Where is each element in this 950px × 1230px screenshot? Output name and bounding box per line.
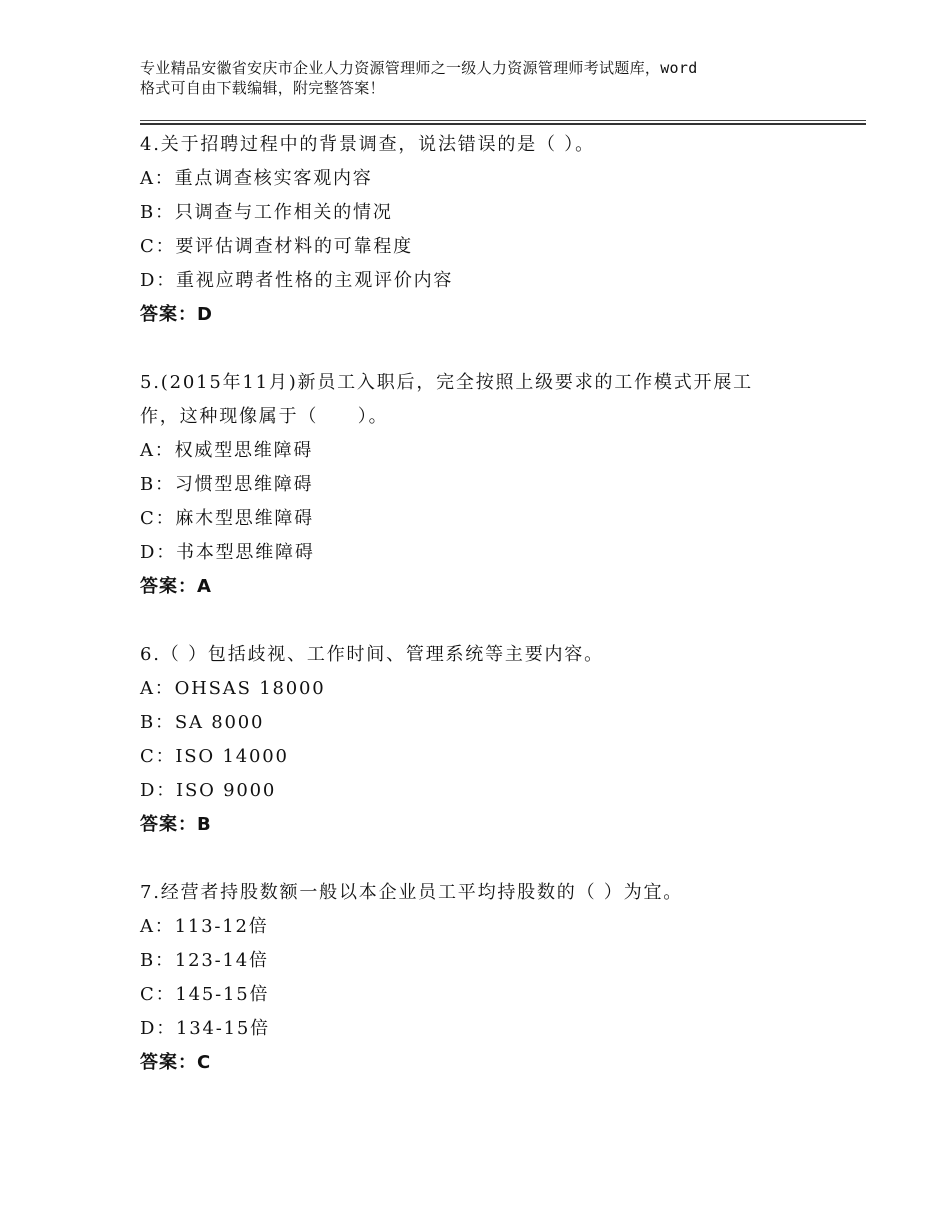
header-title-line-1: 专业精品安徽省安庆市企业人力资源管理师之一级人力资源管理师考试题库，word (140, 59, 698, 77)
option-a: A：重点调查核实客观内容 (140, 168, 373, 189)
question-5 (140, 366, 840, 604)
header-divider-thick (140, 123, 866, 125)
question-list (140, 128, 840, 1114)
option-d: D：书本型思维障碍 (140, 542, 315, 563)
option-b: B：只调查与工作相关的情况 (140, 202, 393, 223)
question-stem-line-2: 作，这种现像属于（ ）。 (140, 406, 389, 427)
answer-line: 答案：B (140, 814, 212, 835)
option-c: C：145-15倍 (140, 984, 270, 1005)
question-stem: 7.经营者持股数额一般以本企业员工平均持股数的（ ）为宜。 (140, 882, 684, 903)
header-title-line-2: 格式可自由下载编辑，附完整答案！ (140, 79, 385, 97)
document-header (140, 58, 830, 98)
option-c: C：要评估调查材料的可靠程度 (140, 236, 413, 257)
answer-line: 答案：D (140, 304, 213, 325)
option-a: A：权威型思维障碍 (140, 440, 314, 461)
option-d: D：ISO 9000 (140, 780, 277, 801)
option-a: A：113-12倍 (140, 916, 269, 937)
option-b: B：SA 8000 (140, 712, 265, 733)
option-c: C：ISO 14000 (140, 746, 289, 767)
answer-line: 答案：A (140, 576, 212, 597)
option-b: B：123-14倍 (140, 950, 269, 971)
question-7 (140, 876, 840, 1080)
header-divider-thin (140, 120, 866, 121)
option-c: C：麻木型思维障碍 (140, 508, 314, 529)
answer-line: 答案：C (140, 1052, 212, 1073)
option-b: B：习惯型思维障碍 (140, 474, 314, 495)
question-6 (140, 638, 840, 842)
question-stem: 4.关于招聘过程中的背景调查，说法错误的是（ ）。 (140, 134, 595, 155)
question-stem: 6.（ ）包括歧视、工作时间、管理系统等主要内容。 (140, 644, 604, 665)
option-d: D：134-15倍 (140, 1018, 270, 1039)
option-d: D：重视应聘者性格的主观评价内容 (140, 270, 454, 291)
question-4 (140, 128, 840, 332)
option-a: A：OHSAS 18000 (140, 678, 326, 699)
question-stem-line-1: 5.(2015年11月)新员工入职后，完全按照上级要求的工作模式开展工 (140, 372, 753, 393)
